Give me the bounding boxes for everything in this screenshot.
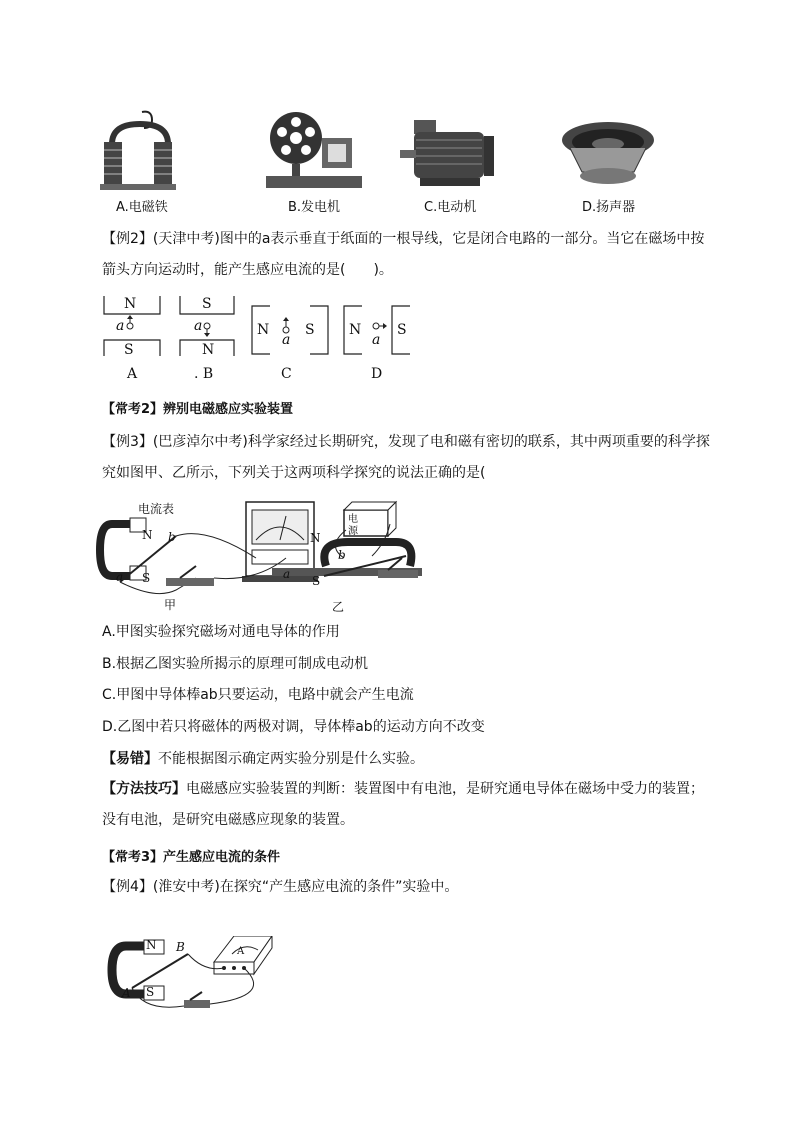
device-caption-d: D.扬声器 [582, 200, 636, 215]
ex2-a-bottom-pole: S [124, 342, 134, 358]
method-text: 电磁感应实验装置的判断：装置图中有电池，是研究通电导体在磁场中受力的装置；没有电池，是研究电磁感应现象的装置。 [102, 781, 704, 828]
method-note [102, 774, 714, 836]
ex3-option-d: D.乙图中若只将磁体的两极对调，导体棒ab的运动方向不改变 [102, 719, 485, 735]
ex2-c-left-pole: N [257, 322, 270, 338]
ex2-d-wire: a [372, 332, 381, 348]
speaker-image [560, 118, 656, 188]
device-caption-a: A.电磁铁 [116, 200, 168, 215]
motor-image [400, 116, 496, 190]
ex4-pole-s: S [146, 985, 155, 999]
ex3-jia-wire-a: a [116, 570, 124, 584]
ex3-option-a: A.甲图实验探究磁场对通电导体的作用 [102, 624, 340, 640]
ex2-c-right-pole: S [305, 322, 315, 338]
ex2-a-wire: a [116, 318, 125, 334]
ex4-end-a: A [122, 986, 131, 1000]
ex2-d-right-pole: S [397, 322, 407, 338]
example-4-diagram [104, 936, 314, 1016]
ex2-b-wire: a [194, 318, 203, 334]
ex3-jia-pole-s: S [142, 571, 151, 585]
mistake-text: 不能根据图示确定两实验分别是什么实验。 [158, 751, 424, 767]
ex3-option-c: C.甲图中导体棒ab只要运动，电路中就会产生电流 [102, 687, 414, 703]
example-2-text: 【例2】(天津中考)图中的a表示垂直于纸面的一根导线，它是闭合电路的一部分。当它在磁场中按箭头方向运动时，能产生感应电流的是( )。 [102, 231, 705, 278]
device-caption-b: B.发电机 [288, 200, 341, 215]
common-2-heading: 【常考2】辨别电磁感应实验装置 [102, 402, 294, 417]
ex4-meter-label: A [237, 946, 245, 957]
ex4-end-b: B [176, 940, 185, 954]
ex3-fig-jia-label: 甲 [164, 598, 177, 612]
ex2-option-a: A [127, 366, 138, 382]
ex2-d-left-pole: N [349, 322, 362, 338]
ex2-b-bottom-pole: N [202, 342, 215, 358]
ex3-fig-yi-label: 乙 [332, 600, 345, 614]
ex2-b-top-pole: S [202, 296, 212, 312]
common-3-heading: 【常考3】产生感应电流的条件 [102, 850, 281, 865]
ex4-pole-n: N [146, 938, 157, 952]
ex2-c-wire: a [282, 332, 291, 348]
ex2-a-top-pole: N [124, 296, 137, 312]
ex2-option-c: C [281, 366, 292, 382]
mistake-tag: 【易错】 [102, 751, 158, 767]
method-tag: 【方法技巧】 [102, 781, 186, 797]
ex2-option-d: D [371, 366, 383, 382]
ex3-yi-pole-n: N [310, 531, 321, 545]
ex3-ammeter-label: 电流表 [138, 502, 175, 516]
example-3-text: 【例3】(巴彦淖尔中考)科学家经过长期研究，发现了电和磁有密切的联系，其中两项重要的科学探究如图甲、乙所示，下列关于这两项科学探究的说法正确的是( [102, 434, 710, 481]
ex3-jia-pole-n: N [142, 528, 153, 542]
ex2-option-b: . B [194, 366, 214, 382]
ex3-power-label: 电源 [348, 514, 358, 537]
ex3-yi-wire-b: b [338, 548, 346, 562]
generator-image [266, 108, 362, 190]
ex3-option-b: B.根据乙图实验所揭示的原理可制成电动机 [102, 656, 369, 672]
ex3-jia-wire-b: b [168, 530, 176, 544]
mistake-note [102, 748, 424, 768]
ex3-yi-pole-s: S [312, 574, 321, 588]
ex3-yi-wire-a: a [283, 567, 291, 581]
example-4-text: 【例4】(淮安中考)在探究“产生感应电流的条件”实验中。 [102, 879, 459, 895]
electromagnet-image [98, 108, 178, 194]
device-caption-c: C.电动机 [424, 200, 477, 215]
